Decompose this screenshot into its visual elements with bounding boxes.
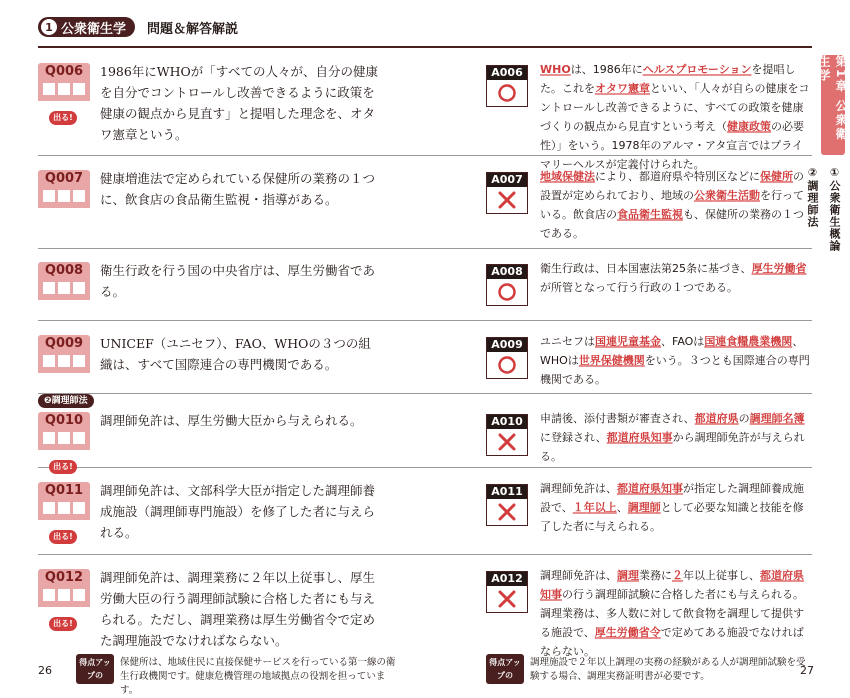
explanation-text: 業務に: [639, 569, 672, 582]
explanation-text: を提唱した。これを: [540, 63, 796, 95]
explanation-text: 衛生行政は、日本国憲法第25条に基づき、: [540, 262, 752, 275]
answer-badge: [486, 414, 528, 456]
subsection-label: ❷調理師法: [38, 394, 94, 408]
answer-explanation: [540, 479, 812, 536]
keyword-highlight: 世界保健機関: [578, 354, 645, 367]
answer-badge: [486, 65, 528, 107]
page-number-right: 27: [800, 664, 814, 677]
answer-explanation: [540, 332, 812, 389]
answer-explanation: [540, 60, 812, 174]
explanation-text: の: [738, 412, 750, 425]
keyword-highlight: 調理: [617, 569, 639, 582]
keyword-highlight: １年以上: [572, 501, 617, 514]
question-text: 調理師免許は、厚生労働大臣から与えられる。: [100, 413, 363, 428]
keyword-highlight: 国連食糧農業機関: [704, 335, 793, 348]
chapter-pill: [38, 17, 135, 37]
question-text: 健康増進法で定められている保健所の業務の１つに、飲食店の食品衛生監視・指導がある。: [100, 171, 376, 207]
keyword-highlight: 地域保健法: [540, 170, 595, 183]
question-id: Q007: [38, 170, 90, 188]
keyword-highlight: 調理師名簿: [749, 412, 805, 425]
tip-label-top: 得点アップの: [489, 658, 521, 680]
answer-badge: [486, 172, 528, 214]
answer-mark: [487, 80, 527, 106]
answer-mark: [487, 279, 527, 305]
page-title: 問題＆解答解説: [147, 21, 239, 37]
keyword-highlight: ２: [672, 569, 683, 582]
explanation-text: 調理師免許は、: [540, 569, 617, 582]
explanation-text: は、1986年に: [570, 63, 643, 76]
explanation-text: 、: [616, 501, 628, 514]
side-nav: [806, 166, 845, 252]
keyword-highlight: 都道府県知事: [606, 431, 673, 444]
answer-id: A007: [487, 173, 527, 187]
question-id: Q011: [38, 482, 90, 500]
keyword-highlight: 都道府県知事: [617, 482, 683, 495]
question-text: 衛生行政を行う国の中央省庁は、厚生労働省である。: [100, 263, 376, 299]
question-badge: [38, 482, 90, 520]
answer-badge: [486, 264, 528, 306]
explanation-text: に登録され、: [540, 431, 607, 444]
side-nav-item-2[interactable]: ②調理師法: [806, 166, 819, 228]
answer-explanation: [540, 409, 812, 466]
keyword-highlight: 厚生労働省: [751, 262, 807, 275]
explanation-text: 年以上従事し、: [683, 569, 760, 582]
row-divider: [38, 554, 812, 555]
tip-label-bottom: ツボ!: [85, 684, 105, 693]
incorrect-mark-icon: [497, 589, 517, 609]
keyword-highlight: 保健所: [760, 170, 793, 183]
keyword-highlight: 健康政策: [727, 120, 771, 133]
explanation-text: 調理師免許は、: [540, 482, 617, 495]
explanation-text: を行っている。飲食店の: [540, 189, 804, 221]
frequent-badge: 出る!: [49, 111, 77, 125]
question-id: Q006: [38, 63, 90, 81]
row-divider: [38, 248, 812, 249]
question-text: 調理師免許は、文部科学大臣が指定した調理師養成施設（調理師専門施設）を修了した者に与えられる。: [100, 483, 376, 540]
checkbox[interactable]: [58, 83, 70, 95]
answer-explanation: [540, 167, 812, 243]
explanation-text: ユニセフは: [540, 335, 595, 348]
checkbox[interactable]: [58, 502, 70, 514]
checkbox[interactable]: [58, 282, 70, 294]
question-text: UNICEF（ユニセフ）、FAO、WHOの３つの組織は、すべて国際連合の専門機関である。: [100, 336, 371, 372]
header-divider: [38, 46, 812, 48]
answer-badge: [486, 337, 528, 379]
checkbox[interactable]: [58, 190, 70, 202]
explanation-text: の行う調理師試験に合格した者にも与えられる。調理業務は、多人数に対して飲食物を調理して提供する施設で、: [540, 588, 804, 639]
answer-mark: [487, 499, 527, 525]
question-id: Q010: [38, 412, 90, 430]
explanation-text: で定めてある施設でなければならない。: [540, 626, 804, 658]
tip-text-right: 調理施設で２年以上調理の実務の経験がある人が調理師試験を受験する場合、調理実務証明書が必要です。: [530, 657, 806, 682]
frequent-badge: 出る!: [49, 530, 77, 544]
answer-badge: [486, 484, 528, 526]
checkbox[interactable]: [73, 502, 85, 514]
checkbox[interactable]: [73, 432, 85, 444]
keyword-highlight: 都道府県知事: [540, 569, 804, 601]
explanation-text: をいう。３つとも国際連合の専門機関である。: [540, 354, 810, 386]
checkboxes: [38, 430, 90, 450]
checkboxes: [38, 280, 90, 300]
question-id: Q012: [38, 569, 90, 587]
checkbox[interactable]: [58, 355, 70, 367]
checkbox[interactable]: [58, 589, 70, 601]
question-id: Q009: [38, 335, 90, 353]
keyword-highlight: 都道府県: [694, 412, 739, 425]
question-badge: [38, 63, 90, 101]
incorrect-mark-icon: [497, 432, 517, 452]
explanation-text: 、WHOは: [540, 335, 804, 367]
explanation-text: の設置が定められており、地域の: [540, 170, 804, 202]
checkbox[interactable]: [43, 282, 55, 294]
frequent-badge: 出る!: [49, 460, 77, 474]
row-divider: [38, 467, 812, 468]
tip-badge-left: [76, 654, 114, 693]
answer-mark: [487, 586, 527, 612]
checkboxes: [38, 353, 90, 373]
checkbox[interactable]: [43, 355, 55, 367]
correct-mark-icon: [497, 282, 517, 302]
explanation-text: 申請後、添付書類が審査され、: [540, 412, 695, 425]
question-badge: [38, 335, 90, 373]
question-text: 1986年にWHOが「すべての人々が、自分の健康を自分でコントロールし改善できるように政策を健康の観点から見直す」と提唱した理念を、オタワ憲章という。: [100, 64, 379, 142]
page-number-left: 26: [38, 664, 52, 677]
answer-id: A011: [487, 485, 527, 499]
incorrect-mark-icon: [497, 190, 517, 210]
keyword-highlight: ヘルスプロモーション: [642, 63, 752, 76]
question-id: Q008: [38, 262, 90, 280]
correct-mark-icon: [497, 355, 517, 375]
checkbox[interactable]: [43, 190, 55, 202]
explanation-text: により、都道府県や特別区などに: [595, 170, 760, 183]
answer-mark: [487, 429, 527, 455]
tip-label-top: 得点アップの: [79, 658, 111, 680]
checkbox[interactable]: [58, 432, 70, 444]
question-badge: [38, 412, 90, 450]
answer-mark: [487, 187, 527, 213]
chapter-side-tab[interactable]: 第1章 公衆衛生学: [821, 55, 845, 155]
side-nav-item-1[interactable]: ①公衆衛生概論: [828, 166, 841, 252]
keyword-highlight: 厚生労働省令: [594, 626, 661, 639]
checkboxes: [38, 81, 90, 101]
frequent-badge: 出る!: [49, 617, 77, 631]
keyword-highlight: 調理師: [627, 501, 661, 514]
keyword-highlight: 食品衛生監視: [617, 208, 683, 221]
question-badge: [38, 569, 90, 607]
chapter-name: 公衆衛生学: [61, 21, 127, 37]
incorrect-mark-icon: [497, 502, 517, 522]
checkboxes: [38, 500, 90, 520]
checkbox[interactable]: [73, 355, 85, 367]
explanation-text: も、保健所の業務の１つである。: [540, 208, 804, 240]
explanation-text: といい、「人々が自らの健康をコントロールし改善できるように、すべての政策を健康づくりの観点から見直すという考え（: [540, 82, 810, 133]
answer-explanation: [540, 259, 812, 297]
checkbox[interactable]: [73, 282, 85, 294]
tip-label-bottom: ツボ!: [495, 684, 515, 693]
checkbox[interactable]: [43, 432, 55, 444]
explanation-text: の必要性）」をいう。1978年のアルマ・アタ宣言ではプライマリーヘルスが定義付けられた。: [540, 120, 804, 171]
chapter-header: [38, 16, 238, 38]
tip-badge-right: [486, 654, 524, 693]
correct-mark-icon: [497, 83, 517, 103]
explanation-text: が所管となって行う行政の１つである。: [540, 281, 738, 294]
explanation-text: として必要な知識と技能を修了した者に与えられる。: [540, 501, 804, 533]
checkboxes: [38, 188, 90, 208]
explanation-text: 、FAOは: [661, 335, 705, 348]
keyword-highlight: 国連児童基金: [595, 335, 661, 348]
checkbox[interactable]: [43, 589, 55, 601]
checkbox[interactable]: [43, 83, 55, 95]
keyword-highlight: 公衆衛生活動: [694, 189, 760, 202]
question-badge: [38, 170, 90, 208]
answer-id: A009: [487, 338, 527, 352]
answer-explanation: [540, 566, 812, 661]
row-divider: [38, 320, 812, 321]
answer-id: A008: [487, 265, 527, 279]
explanation-text: が指定した調理師養成施設で、: [540, 482, 804, 514]
checkbox[interactable]: [73, 83, 85, 95]
answer-id: A012: [487, 572, 527, 586]
chapter-number: 1: [41, 19, 57, 35]
tip-text-left: 保健所は、地域住民に直接保健サービスを行っている第一線の衛生行政機関です。健康危機管理の地域拠点の役割を担っています。: [120, 657, 396, 696]
checkboxes: [38, 587, 90, 607]
row-divider: [38, 393, 812, 394]
checkbox[interactable]: [73, 589, 85, 601]
checkbox[interactable]: [43, 502, 55, 514]
answer-badge: [486, 571, 528, 613]
keyword-highlight: オタワ憲章: [595, 82, 650, 95]
answer-id: A010: [487, 415, 527, 429]
checkbox[interactable]: [73, 190, 85, 202]
keyword-highlight: WHO: [540, 63, 571, 76]
question-text: 調理師免許は、調理業務に２年以上従事し、厚生労働大臣の行う調理師試験に合格した者にも与えられる。ただし、調理業務は厚生労働省令で定めた調理施設でなければならない。: [100, 570, 376, 648]
question-badge: [38, 262, 90, 300]
answer-mark: [487, 352, 527, 378]
answer-id: A006: [487, 66, 527, 80]
explanation-text: から調理師免許が与えられる。: [540, 431, 805, 463]
